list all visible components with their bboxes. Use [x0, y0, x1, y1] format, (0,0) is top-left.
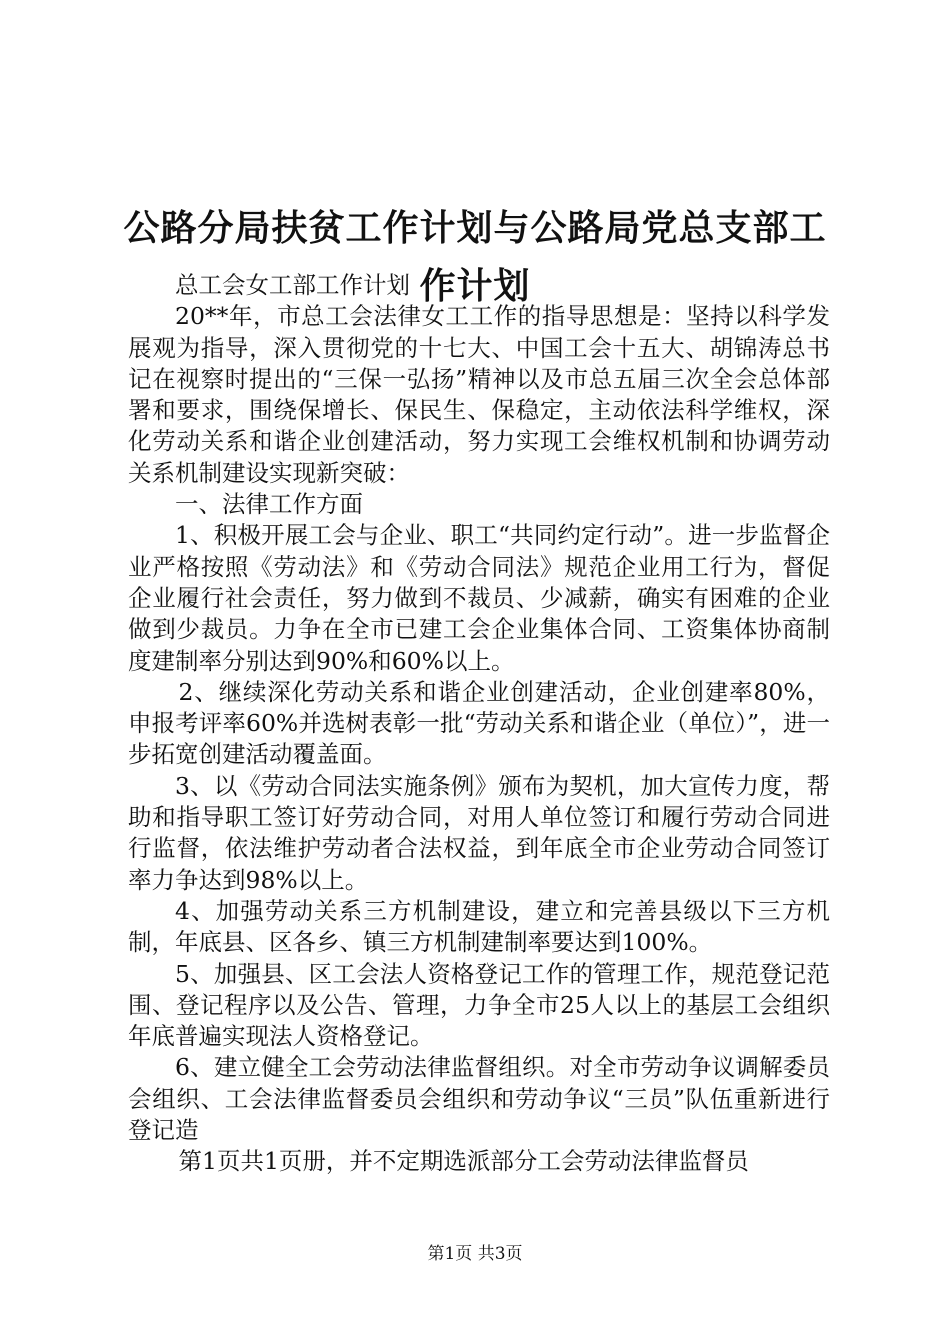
document-title: 公路分局扶贫工作计划与公路局党总支部工作计划	[123, 208, 827, 308]
section-heading: 一、法律工作方面	[175, 490, 363, 519]
list-item: 5、加强县、区工会法人资格登记工作的管理工作，规范登记范围、登记程序以及公告、管理，力争全市25人以上的基层工会组织年底普遍实现法人资格登记。	[128, 959, 830, 1051]
continuation-paragraph: 第1页共1页册，并不定期选派部分工会劳动法律监督员	[178, 1147, 749, 1176]
list-item: 4、加强劳动关系三方机制建设，建立和完善县级以下三方机制，年底县、区各乡、镇三方机制建制率要达到100%。	[128, 896, 830, 957]
list-item: 6、建立健全工会劳动法律监督组织。对全市劳动争议调解委员会组织、工会法律监督委员会组织和劳动争议“三员”队伍重新进行登记造	[128, 1053, 830, 1145]
list-item: 1、积极开展工会与企业、职工“共同约定行动”。进一步监督企业严格按照《劳动法》和《劳动合同法》规范企业用工行为，督促企业履行社会责任，努力做到不裁员、少减薪，确实有困难的企业做到少裁员。力争在全市已建工会企业集体合同、工资集体协商制度建制率分别达到90%和60%以上。	[128, 521, 830, 675]
section-heading: 总工会女工部工作计划	[175, 271, 410, 299]
list-item: 2、继续深化劳动关系和谐企业创建活动，企业创建率80%，申报考评率60%并选树表彰一批“劳动关系和谐企业（单位）”，进一步拓宽创建活动覆盖面。	[128, 677, 830, 769]
intro-paragraph: 20**年，市总工会法律女工工作的指导思想是：坚持以科学发展观为指导，深入贯彻党的十七大、中国工会十五大、胡锦涛总书记在视察时提出的“三保一弘扬”精神以及市总五届三次全会总体部署和要求，围绕保增长、保民生、保稳定，主动依法科学维权，深化劳动关系和谐企业创建活动，努力实现工会维权机制和协调劳动关系机制建设实现新突破：	[128, 302, 830, 487]
page-footer: 第1页 共3页	[427, 1244, 523, 1264]
list-item: 3、以《劳动合同法实施条例》颁布为契机，加大宣传力度，帮助和指导职工签订好劳动合同，对用人单位签订和履行劳动合同进行监督，依法维护劳动者合法权益，到年底全市企业劳动合同签订率力争达到98%以上。	[128, 771, 830, 894]
document-body	[128, 270, 830, 1178]
